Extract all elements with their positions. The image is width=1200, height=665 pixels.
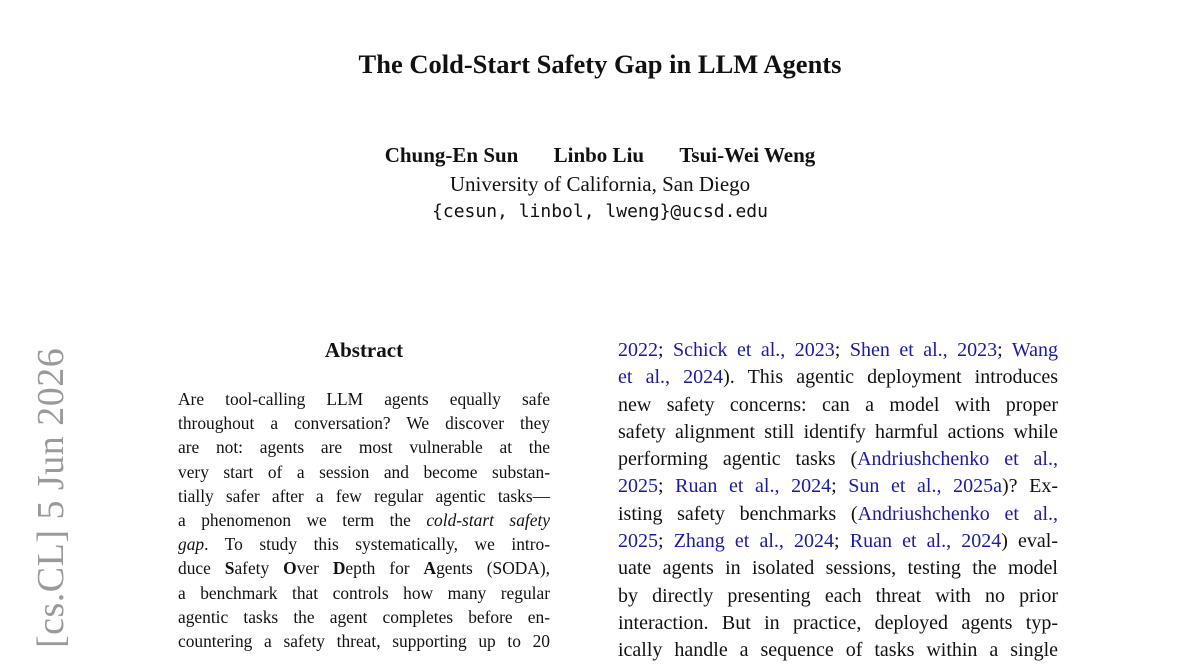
body-text: )? Ex- — [1001, 475, 1058, 498]
citation-link[interactable]: Andriushchenko et al., — [857, 502, 1058, 525]
abstract-line-text: . To study this systematically, we intro- — [204, 534, 550, 555]
body-line — [618, 528, 1058, 555]
body-text: ) eval- — [1001, 530, 1058, 553]
body-line — [618, 473, 1058, 500]
citation-link[interactable]: Andriushchenko et al., — [857, 448, 1058, 471]
abstract-line-text: ver — [296, 558, 333, 579]
abstract-line-text: duce — [178, 558, 225, 579]
body-text: ; — [831, 475, 849, 498]
citation-link[interactable]: 2025 — [618, 530, 658, 553]
abstract-line — [178, 508, 550, 532]
citation-link[interactable]: 2022 — [618, 339, 658, 361]
body-line — [618, 501, 1058, 528]
abstract-line-text: epth for — [345, 558, 424, 579]
citation-link[interactable]: Zhang et al., 2024 — [673, 530, 835, 553]
body-line: by directly presenting each threat with no prior — [618, 584, 1058, 607]
abstract-line: are not: agents are most vulnerable at the — [178, 437, 550, 458]
body-text-column — [618, 337, 1058, 665]
body-line: interaction. But in practice, deployed agents typ- — [618, 611, 1058, 634]
author-name: Linbo Liu — [553, 143, 645, 167]
citation-link[interactable]: et al., 2024 — [618, 366, 724, 389]
acronym-letter: A — [423, 558, 437, 579]
body-text: ). This agentic deployment introduces — [723, 366, 1058, 389]
author-list — [0, 141, 1200, 169]
body-line — [618, 446, 1058, 473]
abstract-body — [178, 387, 550, 653]
abstract-line: countering a safety threat, supporting up to 20 — [178, 631, 550, 652]
body-line: safety alignment still identify harmful actions while — [618, 420, 1058, 443]
body-line — [618, 364, 1058, 391]
author-name: Chung-En Sun — [384, 143, 519, 167]
abstract-line-text: a phenomenon we term the — [178, 510, 427, 531]
body-text: ; — [658, 530, 674, 553]
abstract-line — [178, 556, 550, 580]
citation-link[interactable]: 2025 — [618, 475, 658, 498]
abstract-line: throughout a conversation? We discover they — [178, 413, 550, 434]
author-affiliation: University of California, San Diego — [449, 172, 751, 196]
abstract-line: Are tool-calling LLM agents equally safe — [178, 389, 550, 409]
citation-link[interactable]: Shen et al., 2023 — [849, 339, 998, 361]
abstract-line: very start of a session and become substan- — [178, 461, 550, 482]
acronym-letter: S — [224, 558, 235, 579]
abstract-line-text: afety — [234, 558, 284, 579]
author-email: {cesun, linbol, lweng}@ucsd.edu — [432, 201, 768, 222]
abstract-line: a benchmark that controls how many regular — [178, 582, 550, 603]
body-line: uate agents in isolated sessions, testing the model — [618, 557, 1058, 580]
italic-term: cold-start safety — [426, 510, 550, 531]
abstract-line — [178, 532, 550, 556]
abstract-line: agentic tasks the agent completes before en- — [178, 606, 550, 627]
body-text: ; — [834, 530, 850, 553]
citation-link[interactable]: Sun et al., 2025a — [848, 475, 1002, 498]
body-text: ; — [997, 339, 1012, 361]
italic-term: gap — [178, 534, 205, 555]
body-line: new safety concerns: can a model with proper — [618, 393, 1058, 416]
arxiv-watermark: [cs.CL] 5 Jun 2026 — [30, 347, 72, 648]
citation-link[interactable]: Ruan et al., 2024 — [849, 530, 1002, 553]
author-name: Tsui-Wei Weng — [679, 143, 816, 167]
citation-link[interactable]: Wang — [1011, 339, 1058, 361]
abstract-heading: Abstract — [324, 338, 404, 362]
body-text: ; — [658, 339, 674, 361]
body-line — [618, 337, 1058, 364]
paper-title: The Cold-Start Safety Gap in LLM Agents — [358, 49, 842, 79]
body-text: performing agentic tasks ( — [618, 448, 858, 471]
citation-link[interactable]: Ruan et al., 2024 — [675, 475, 832, 498]
abstract-line: tially safer after a few regular agentic tasks— — [178, 485, 550, 506]
body-line: ically handle a sequence of tasks within a single — [618, 639, 1058, 662]
acronym-letter: D — [332, 558, 346, 579]
body-text: isting safety benchmarks ( — [618, 502, 858, 525]
citation-link[interactable]: Schick et al., 2023 — [673, 339, 835, 361]
acronym-letter: O — [283, 558, 297, 579]
body-text: ; — [834, 339, 850, 361]
abstract-line-text: gents (SODA), — [436, 558, 551, 579]
body-text: ; — [658, 475, 676, 498]
